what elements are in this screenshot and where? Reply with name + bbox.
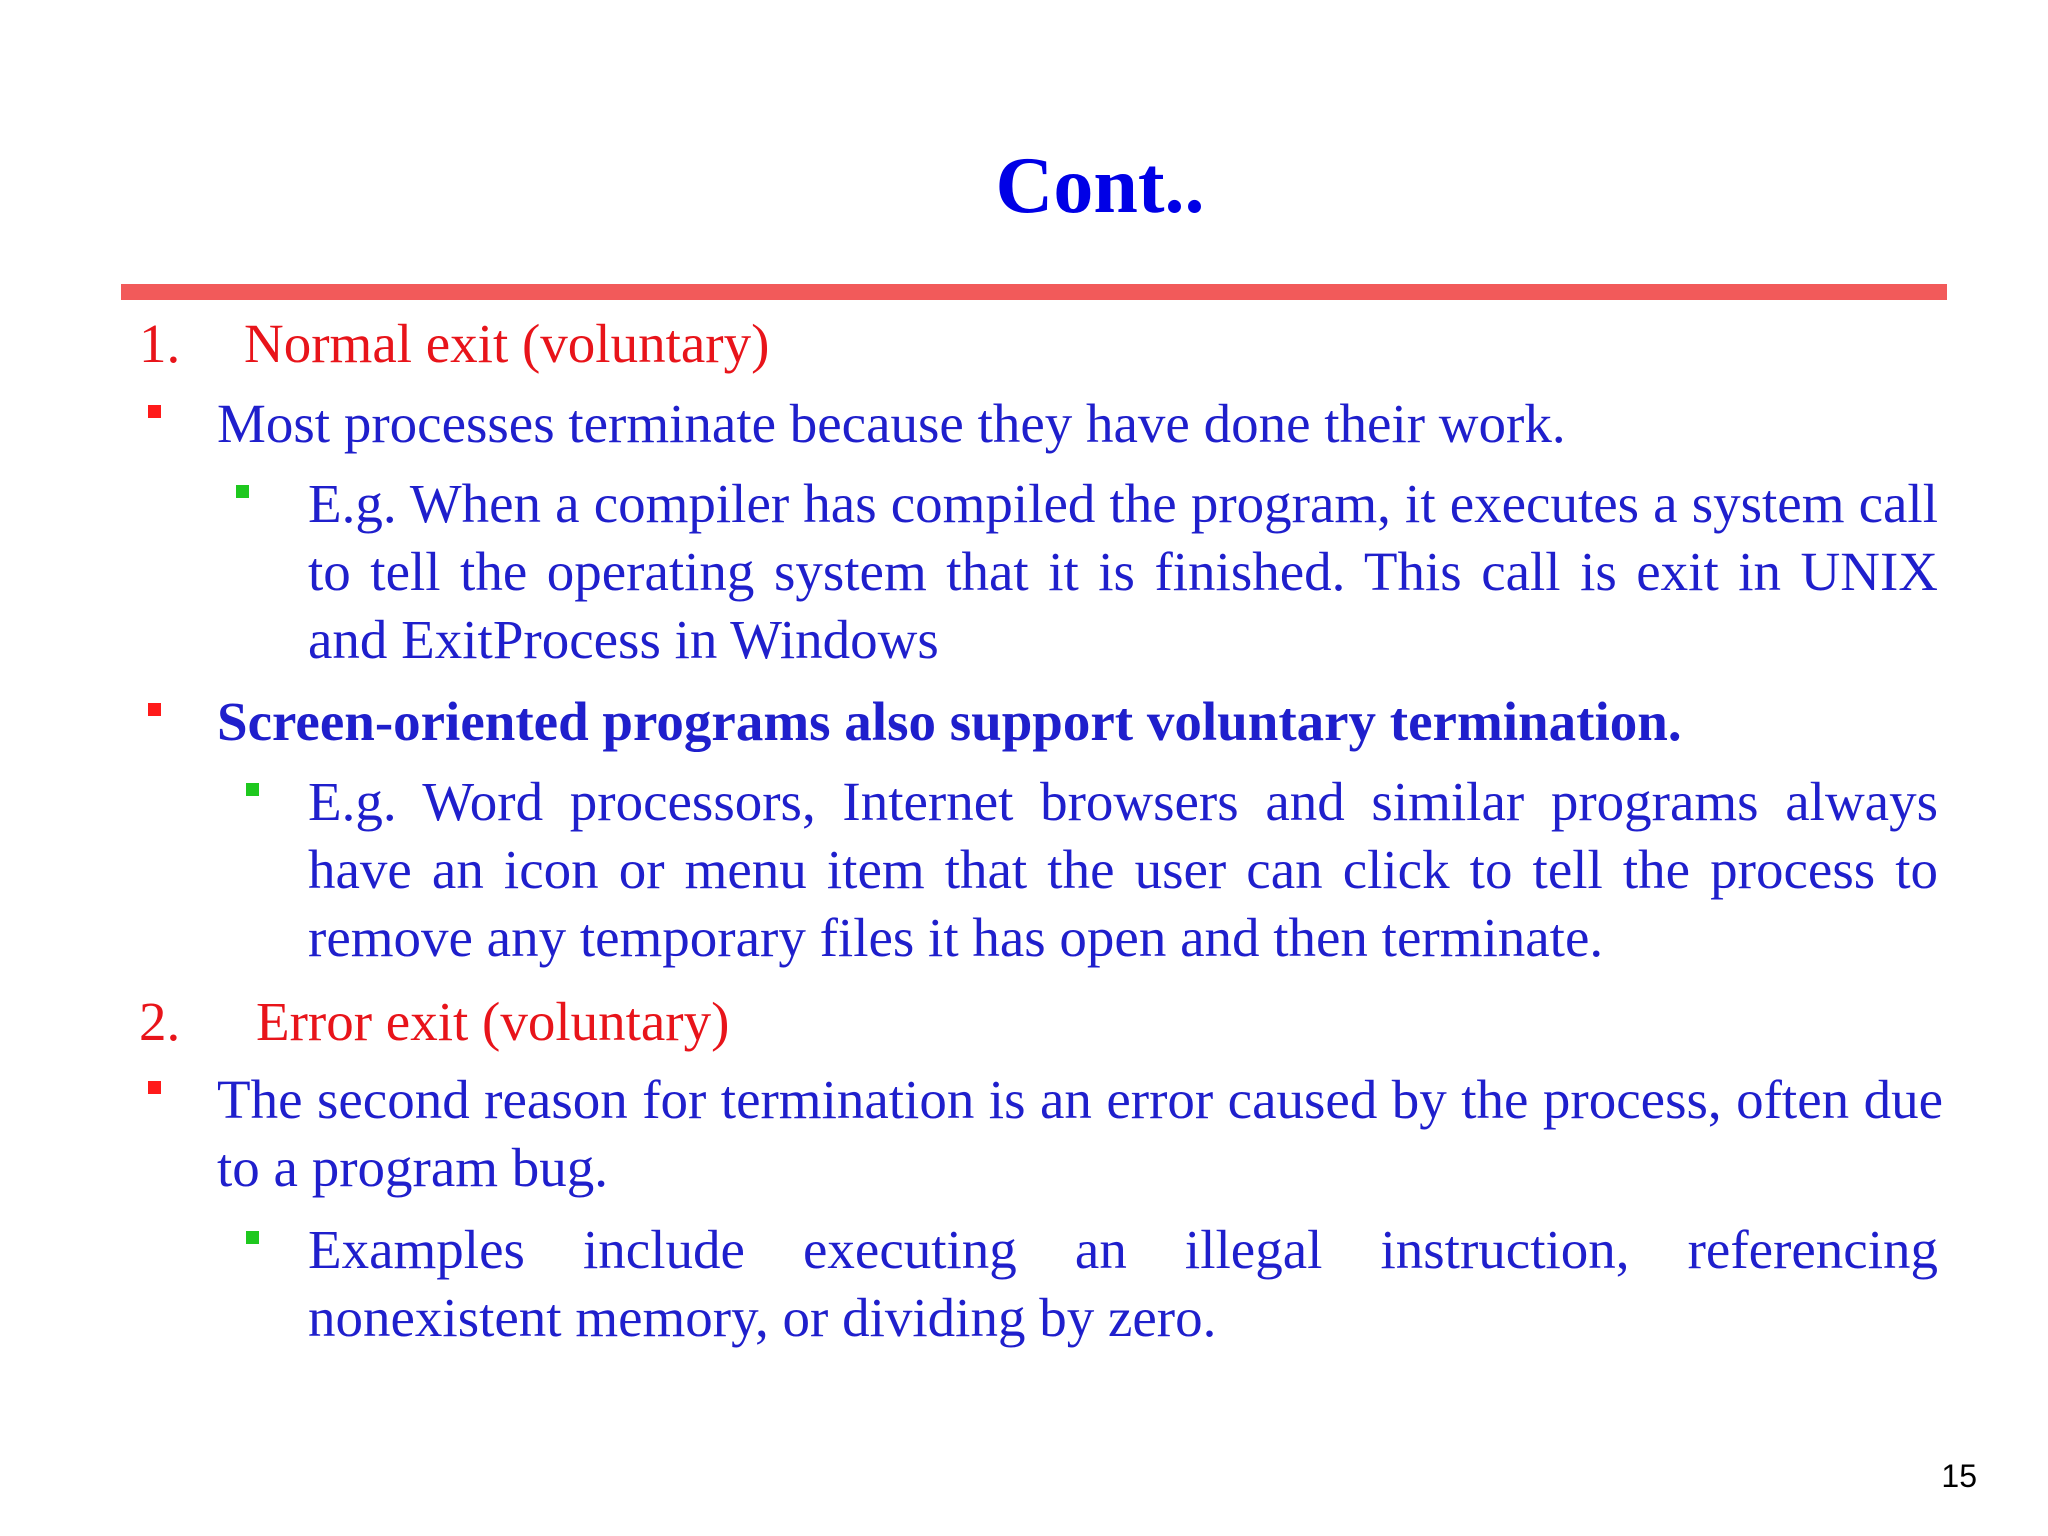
square-bullet-icon <box>148 1081 161 1094</box>
square-bullet-icon <box>246 1231 259 1244</box>
page-number: 15 <box>1941 1458 1977 1494</box>
bullet-point: Most processes terminate because they have done their work. <box>217 393 1566 454</box>
bullet-point: The second reason for termination is an error caused by the process, often due to a program bug. <box>217 1069 1943 1198</box>
bullet-point-bold: Screen-oriented programs also support voluntary termination. <box>217 691 1682 752</box>
square-bullet-icon <box>148 405 161 418</box>
square-bullet-icon <box>236 485 249 498</box>
section-heading-text: Error exit (voluntary) <box>256 991 730 1052</box>
sub-bullet-point: Examples include executing an illegal instruction, referencing nonexistent memory, or dividing by zero. <box>308 1219 1938 1348</box>
square-bullet-icon <box>246 783 259 796</box>
square-bullet-icon <box>148 703 161 716</box>
sub-bullet-point: E.g. Word processors, Internet browsers and similar programs always have an icon or menu item that the user can click to tell the process to remove any temporary files it has open and then terminate. <box>308 771 1938 968</box>
slide-title: Cont.. <box>995 142 1205 230</box>
section-heading-text: Normal exit (voluntary) <box>244 313 770 374</box>
section-number: 2. <box>139 991 181 1052</box>
section-number: 1. <box>139 313 181 374</box>
sub-bullet-point: E.g. When a compiler has compiled the program, it executes a system call to tell the operating system that it is finished. This call is exit in UNIX and ExitProcess in Windows <box>308 473 1938 670</box>
title-divider <box>121 284 1947 300</box>
